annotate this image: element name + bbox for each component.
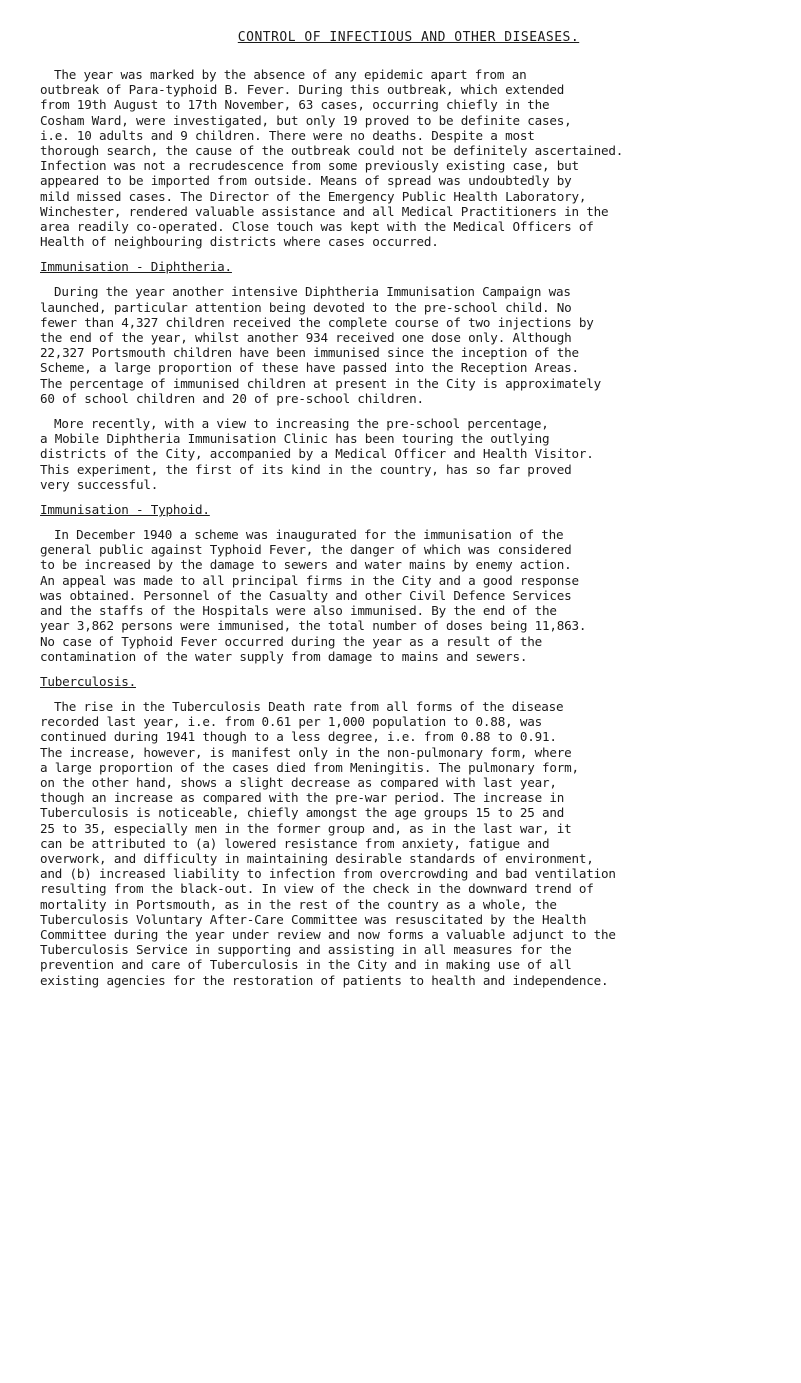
text-line: Infection was not a recrudescence from some previously existing case, but [40, 158, 579, 174]
text-line: year 3,862 persons were immunised, the total number of doses being 11,863. [40, 618, 587, 634]
text-line: to be increased by the damage to sewers and water mains by enemy action. [40, 557, 572, 573]
text-line: overwork, and difficulty in maintaining desirable standards of environment, [40, 850, 594, 866]
text-line: Winchester, rendered valuable assistance and all Medical Practitioners in the [40, 203, 609, 219]
page-title: CONTROL OF INFECTIOUS AND OTHER DISEASES. [237, 30, 580, 45]
text-line: The year was marked by the absence of any epidemic apart from an [54, 67, 527, 82]
text-line: The percentage of immunised children at present in the City is approximately [40, 375, 602, 391]
section [40, 67, 777, 249]
text-line: general public against Typhoid Fever, the danger of which was considered [40, 542, 572, 558]
text-line: 25 to 35, especially men in the former group and, as in the last war, it [40, 820, 572, 836]
text-line: and the staffs of the Hospitals were also immunised. By the end of the [40, 603, 557, 619]
paragraph [40, 67, 777, 249]
text-line: mild missed cases. The Director of the Emergency Public Health Laboratory, [40, 188, 587, 204]
text-line: on the other hand, shows a slight decrease as compared with last year, [40, 774, 557, 790]
text-line: The rise in the Tuberculosis Death rate from all forms of the disease [54, 698, 564, 714]
text-line: districts of the City, accompanied by a Medical Officer and Health Visitor. [40, 446, 594, 462]
text-line: thorough search, the cause of the outbreak could not be definitely ascertained. [40, 143, 624, 159]
text-line: a large proportion of the cases died from Meningitis. The pulmonary form, [40, 759, 579, 775]
section-heading: Tuberculosis. [40, 673, 136, 689]
text-line: The increase, however, is manifest only in the non-pulmonary form, where [40, 744, 572, 760]
text-line: appeared to be imported from outside. Means of spread was undoubtedly by [40, 173, 572, 189]
text-line: contamination of the water supply from damage to mains and sewers. [40, 648, 528, 664]
text-line: During the year another intensive Diphtheria Immunisation Campaign was [54, 284, 571, 300]
text-line: Tuberculosis is noticeable, chiefly amongst the age groups 15 to 25 and [40, 805, 565, 821]
paragraph [40, 699, 777, 988]
text-line: very successful. [40, 476, 159, 492]
text-line: can be attributed to (a) lowered resistance from anxiety, fatigue and [40, 835, 550, 851]
document-body [40, 67, 777, 988]
text-line: Tuberculosis Voluntary After-Care Committee was resuscitated by the Health [40, 911, 587, 927]
text-line: prevention and care of Tuberculosis in the City and in making use of all [40, 957, 572, 973]
text-line: Committee during the year under review and now forms a valuable adjunct to the [40, 926, 616, 942]
paragraph [40, 527, 777, 664]
text-line: area readily co-operated. Close touch was kept with the Medical Officers of [40, 219, 594, 235]
text-line: Health of neighbouring districts where cases occurred. [40, 234, 439, 250]
section-heading: Immunisation - Diphtheria. [40, 259, 232, 275]
text-line: and (b) increased liability to infection from overcrowding and bad ventilation [40, 866, 616, 882]
text-line: launched, particular attention being devoted to the pre-school child. No [40, 299, 572, 315]
text-line: existing agencies for the restoration of patients to health and independence. [40, 972, 609, 988]
text-line: An appeal was made to all principal firms in the City and a good response [40, 572, 579, 588]
text-line: 60 of school children and 20 of pre-school children. [40, 390, 424, 406]
section [40, 259, 777, 492]
text-line: More recently, with a view to increasing the pre-school percentage, [54, 416, 549, 432]
text-line: 22,327 Portsmouth children have been immunised since the inception of the [40, 345, 579, 361]
section [40, 502, 777, 664]
text-line: a Mobile Diphtheria Immunisation Clinic has been touring the outlying [40, 431, 550, 447]
text-line: This experiment, the first of its kind in the country, has so far proved [40, 461, 572, 477]
text-line: from 19th August to 17th November, 63 cases, occurring chiefly in the [40, 97, 550, 113]
text-line: fewer than 4,327 children received the complete course of two injections by [40, 314, 594, 330]
text-line: mortality in Portsmouth, as in the rest of the country as a whole, the [40, 896, 557, 912]
text-line: was obtained. Personnel of the Casualty and other Civil Defence Services [40, 587, 572, 603]
paragraph [40, 416, 777, 492]
text-line: No case of Typhoid Fever occurred during the year as a result of the [40, 633, 542, 649]
text-line: In December 1940 a scheme was inaugurated for the immunisation of the [54, 527, 564, 543]
text-line: though an increase as compared with the pre-war period. The increase in [40, 790, 565, 806]
text-line: Cosham Ward, were investigated, but only 19 proved to be definite cases, [40, 112, 572, 128]
paragraph [40, 284, 777, 406]
text-line: recorded last year, i.e. from 0.61 per 1,000 population to 0.88, was [40, 714, 542, 730]
section-heading: Immunisation - Typhoid. [40, 502, 210, 518]
text-line: continued during 1941 though to a less degree, i.e. from 0.88 to 0.91. [40, 729, 557, 745]
text-line: Tuberculosis Service in supporting and assisting in all measures for the [40, 942, 572, 958]
section [40, 674, 777, 988]
text-line: Scheme, a large proportion of these have passed into the Reception Areas. [40, 360, 579, 376]
text-line: the end of the year, whilst another 934 received one dose only. Although [40, 330, 572, 346]
text-line: i.e. 10 adults and 9 children. There were no deaths. Despite a most [40, 127, 535, 143]
text-line: resulting from the black-out. In view of the check in the downward trend of [40, 881, 594, 897]
text-line: outbreak of Para-typhoid B. Fever. During this outbreak, which extended [40, 82, 565, 98]
